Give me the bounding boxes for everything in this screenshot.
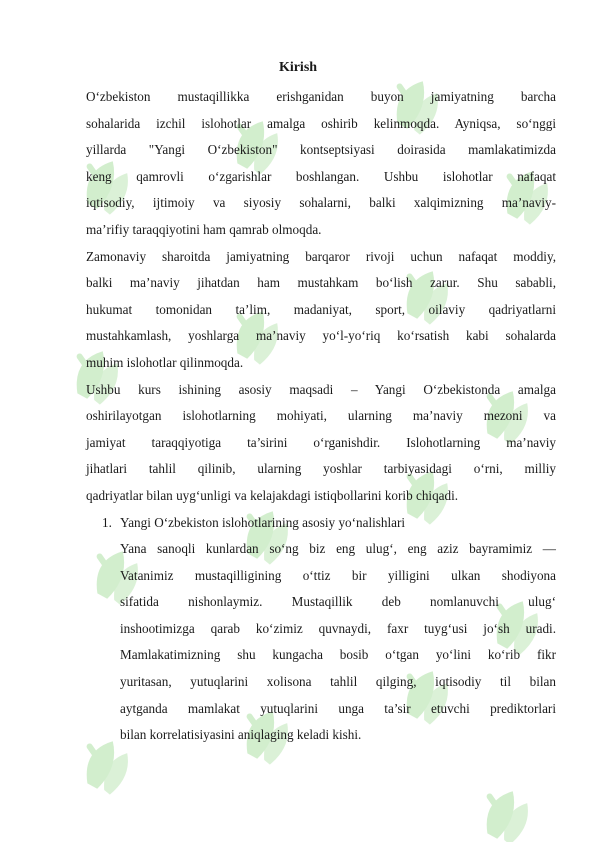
text-line: O‘zbekiston mustaqillikka erishganidan buyon jamiyatning barcha (86, 89, 556, 104)
text-line: Ushbu kurs ishining asosiy maqsadi – Yangi O‘zbekistonda amalga (86, 381, 556, 397)
list-item-heading-text: Yangi O‘zbekiston islohotlarining asosiy yo‘nalishlari (120, 514, 406, 530)
text-line: iqtisodiy, ijtimoiy va siyosiy sohalarni, balki xalqimizning ma’naviy- (86, 195, 556, 211)
paragraph-1 (86, 84, 556, 244)
green-leaf-logo-icon (470, 780, 540, 842)
text-line: keng qamrovli o‘zgarishlar boshlangan. Ushbu islohotlar nafaqat (86, 168, 556, 184)
text-line: yuritasan, yutuqlarini xolisona tahlil qilging, iqtisodiy til bilan (120, 674, 556, 690)
text-line: jamiyat taraqqiyotiga ta’sirini o‘rganishdir. Islohotlarning ma’naviy (86, 434, 556, 450)
document-body (86, 84, 556, 749)
text-line: Vatanimiz mustaqilligining o‘ttiz bir yilligini ulkan shodiyona (120, 567, 556, 583)
text-line: Yana sanoqli kunlardan so‘ng biz eng ulug‘, eng aziz bayramimiz — (120, 541, 556, 557)
list-item-number: 1. (102, 514, 112, 530)
text-line: bilan korrelatisiyasini aniqlaging keladi kishi. (120, 727, 362, 743)
text-line: Zamonaviy sharoitda jamiyatning barqaror rivoji uchun nafaqat moddiy, (86, 248, 556, 264)
text-line: balki ma’naviy jihatdan ham mustahkam bo‘lish zarur. Shu sababli, (86, 275, 556, 291)
text-line: oshirilayotgan islohotlarning mohiyati, ularning ma’naviy mezoni va (86, 408, 556, 424)
list-item-body (86, 536, 556, 749)
numbered-list (86, 510, 556, 749)
text-line: sifatida nishonlaymiz. Mustaqillik deb nomlanuvchi ulug‘ (120, 594, 556, 610)
page-title: Kirish (278, 60, 318, 75)
text-line: mustahkamlash, yoshlarga ma’naviy yo‘l-yo‘riq ko‘rsatish kabi sohalarda (86, 328, 556, 344)
text-line: ma’rifiy taraqqiyotini ham qamrab olmoqda. (86, 221, 322, 237)
list-item-heading (86, 510, 556, 537)
text-line: qadriyatlar bilan uyg‘unligi va kelajakdagi istiqbollarini korib chiqadi. (86, 487, 459, 503)
text-line: yillarda "Yangi O‘zbekiston" kontseptsiyasi doirasida mamlakatimizda (86, 142, 556, 158)
paragraph-3 (86, 377, 556, 510)
text-line: muhim islohotlar qilinmoqda. (86, 354, 244, 370)
text-line: hukumat tomonidan ta’lim, madaniyat, sport, oilaviy qadriyatlarni (86, 301, 556, 317)
text-line: inshootimizga qarab ko‘zimiz quvnaydi, faxr tuyg‘usi jo‘sh uradi. (120, 620, 556, 636)
text-line: aytganda mamlakat yutuqlarini unga ta’sir etuvchi prediktorlari (120, 700, 556, 716)
text-line: jihatlari tahlil qilinib, ularning yoshlar tarbiyasidagi o‘rni, milliy (86, 461, 556, 477)
paragraph-2 (86, 244, 556, 377)
text-line: sohalarida izchil islohotlar amalga oshirib kelinmoqda. Ayniqsa, so‘nggi (86, 115, 556, 131)
text-line: Mamlakatimizning shu kungacha bosib o‘tgan yo‘lini ko‘rib fikr (120, 647, 556, 663)
